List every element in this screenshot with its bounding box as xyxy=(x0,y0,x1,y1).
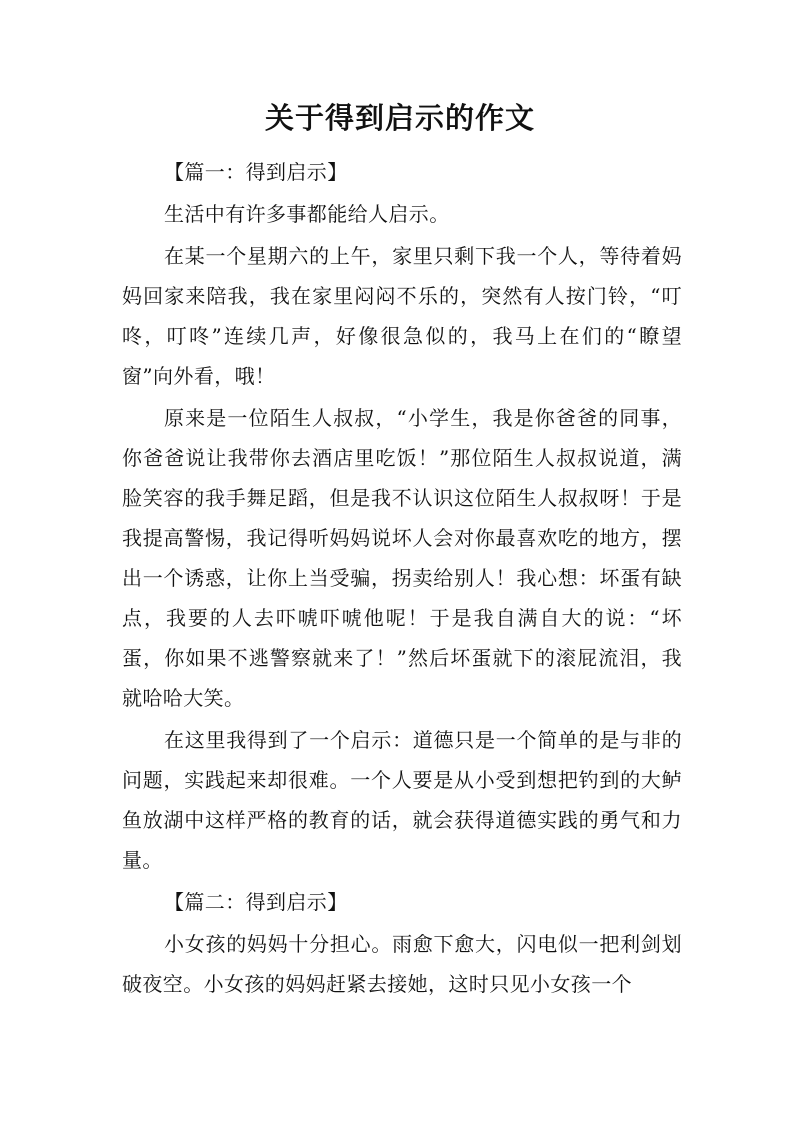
paragraph: 原来是一位陌生人叔叔，“小学生，我是你爸爸的同事，你爸爸说让我带你去酒店里吃饭！”那位陌生人叔叔说道，满脸笑容的我手舞足蹈，但是我不认识这位陌生人叔叔呀！于是我提高警惕，我记得听妈妈说坏人会对你最喜欢吃的地方，摆出一个诱惑，让你上当受骗，拐卖给别人！我心想：坏蛋有缺点，我要的人去吓唬吓唬他呢！于是我自满自大的说：“坏蛋，你如果不逃警察就来了！”然后坏蛋就下的滚屁流泪，我就哈哈大笑。 xyxy=(122,406,682,710)
document-body xyxy=(122,150,682,1004)
paragraph: 在某一个星期六的上午，家里只剩下我一个人，等待着妈妈回家来陪我，我在家里闷闷不乐的，突然有人按门铃，“叮咚，叮咚”连续几声，好像很急似的，我马上在们的“瞭望窗”向外看，哦！ xyxy=(122,244,682,388)
section-heading-1: 【篇一：得到启示】 xyxy=(164,160,348,184)
section-heading-2: 【篇二：得到启示】 xyxy=(164,890,348,914)
paragraph: 在这里我得到了一个启示：道德只是一个简单的是与非的问题，实践起来却很难。一个人要是从小受到想把钓到的大鲈鱼放湖中这样严格的教育的话，就会获得道德实践的勇气和力量。 xyxy=(122,728,682,872)
paragraph: 生活中有许多事都能给人启示。 xyxy=(164,202,450,226)
document-title: 关于得到启示的作文 xyxy=(264,101,535,135)
paragraph: 小女孩的妈妈十分担心。雨愈下愈大，闪电似一把利剑划破夜空。小女孩的妈妈赶紧去接她，这时只见小女孩一个 xyxy=(122,932,682,996)
